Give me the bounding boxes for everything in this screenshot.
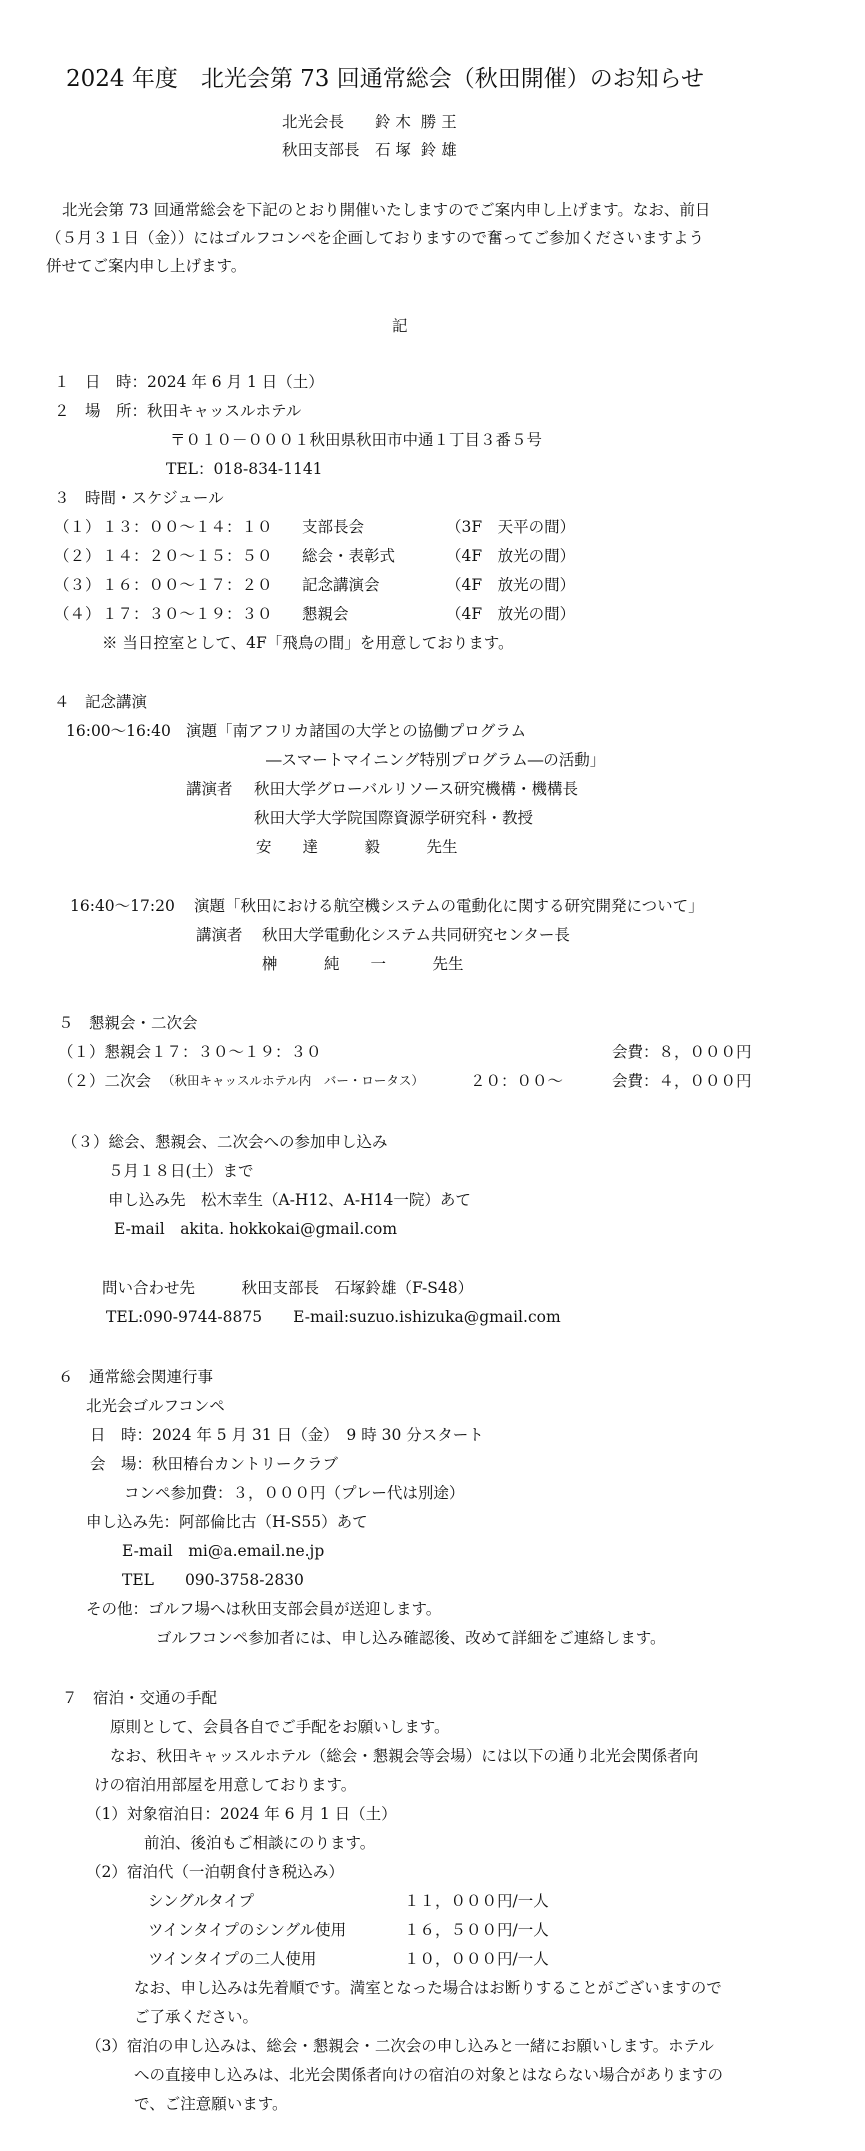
- lodging-item-2-note-2: ご了承ください。: [134, 2008, 259, 2026]
- section2-address: 〒０１０－０００１秋田県秋田市中通１丁目３番５号: [170, 431, 543, 449]
- schedule-time: １６：００～１７：２０: [102, 576, 273, 594]
- golf-apply: 申し込み先：阿部倫比古（H-S55）あて: [86, 1513, 368, 1531]
- golf-venue: 会 場：秋田椿台カントリークラブ: [90, 1455, 339, 1473]
- afterparty-label: （２）二次会: [58, 1072, 152, 1090]
- section7-heading: ７ 宿泊・交通の手配: [62, 1689, 218, 1707]
- signer-branch-head: 秋田支部長 石 塚 鈴 雄: [282, 141, 457, 159]
- room-type: ツインタイプの二人使用: [148, 1950, 317, 1968]
- afterparty-fee: 会費：４，０００円: [612, 1072, 752, 1090]
- signer-president: 北光会長 鈴 木 勝 王: [282, 113, 457, 131]
- schedule-event: 記念講演会: [302, 576, 380, 594]
- golf-fee: コンペ参加費：３，０００円（プレー代は別途）: [124, 1484, 465, 1502]
- section4-heading: ４ 記念講演: [54, 693, 148, 711]
- lecture1-subtitle: ―スマートマイニング特別プログラム―の活動」: [266, 751, 606, 769]
- lecture1-time: 16:00～16:40: [66, 722, 171, 740]
- lecture1-title: 演題「南アフリカ諸国の大学との協働プログラム: [186, 722, 527, 740]
- golf-other-1: その他：ゴルフ場へは秋田支部会員が送迎します。: [86, 1600, 442, 1618]
- golf-email: E-mail mi@a.email.ne.jp: [122, 1542, 325, 1560]
- party-label: （１）懇親会１７：３０～１９：３０: [58, 1043, 322, 1061]
- registration-heading: （３）総会、懇親会、二次会への参加申し込み: [62, 1133, 388, 1151]
- section6-heading: ６ 通常総会関連行事: [58, 1368, 214, 1386]
- lodging-item-3-line-2: への直接申し込みは、北光会関係者向けの宿泊の対象とはならない場合がありますの: [134, 2066, 724, 2084]
- party-fee: 会費：８，０００円: [612, 1043, 752, 1061]
- lecture2-affiliation: 秋田大学電動化システム共同研究センター長: [262, 926, 570, 944]
- golf-other-2: ゴルフコンペ参加者には、申し込み確認後、改めて詳細をご連絡します。: [156, 1629, 666, 1647]
- schedule-event: 支部長会: [302, 518, 365, 536]
- schedule-event: 懇親会: [302, 605, 349, 623]
- room-price: １６，５００円/一人: [404, 1921, 549, 1939]
- intro-line-3: 併せてご案内申し上げます。: [46, 257, 247, 275]
- room-type: ツインタイプのシングル使用: [148, 1921, 347, 1939]
- lodging-item-3-line-1: （3）宿泊の申し込みは、総会・懇親会・二次会の申し込みと一緒にお願いします。ホテル: [86, 2037, 714, 2055]
- lecture1-affiliation-2: 秋田大学大学院国際資源学研究科・教授: [254, 809, 534, 827]
- lecture2-speaker-label: 講演者: [196, 926, 243, 944]
- golf-title: 北光会ゴルフコンペ: [86, 1397, 225, 1415]
- lodging-principle: 原則として、会員各自でご手配をお願いします。: [110, 1718, 450, 1736]
- lodging-item-3-line-3: で、ご注意願います。: [134, 2095, 288, 2113]
- lodging-item-1: （1）対象宿泊日：2024 年 6 月 1 日（土）: [86, 1805, 397, 1823]
- section1-datetime: １ 日 時：2024 年 6 月 1 日（土）: [54, 373, 324, 391]
- lodging-item-1-note: 前泊、後泊もご相談にのります。: [144, 1834, 376, 1852]
- ki-marker: 記: [392, 317, 408, 335]
- schedule-room: （4F 放光の間）: [446, 605, 576, 623]
- lecture1-speaker-label: 講演者: [186, 780, 233, 798]
- section2-tel: TEL：018-834-1141: [166, 460, 323, 478]
- registration-email: E-mail akita. hokkokai@gmail.com: [114, 1220, 398, 1238]
- page-title: 2024 年度 北光会第 73 回通常総会（秋田開催）のお知らせ: [66, 66, 705, 92]
- intro-line-2: （５月３１日（金））にはゴルフコンペを企画しておりますので奮ってご参加くださいますよう: [46, 229, 704, 247]
- section2-venue: ２ 場 所：秋田キャッスルホテル: [54, 402, 302, 420]
- schedule-room: （4F 放光の間）: [446, 576, 576, 594]
- lecture1-speaker-name: 安 達 毅 先生: [256, 838, 458, 856]
- registration-to: 申し込み先 松木幸生（A-H12、A-H14一院）あて: [108, 1191, 471, 1209]
- schedule-no: （２）: [54, 547, 101, 565]
- room-price: １１，０００円/一人: [404, 1892, 549, 1910]
- schedule-event: 総会・表彰式: [302, 547, 396, 565]
- lecture2-time: 16:40～17:20: [70, 897, 175, 915]
- schedule-room: （3F 天平の間）: [446, 518, 576, 536]
- room-price: １０，０００円/一人: [404, 1950, 549, 1968]
- afterparty-location: （秋田キャッスルホテル内 バー・ロータス）: [162, 1073, 424, 1088]
- registration-deadline: ５月１８日(土）まで: [108, 1162, 254, 1180]
- lodging-note-2: けの宿泊用部屋を用意しております。: [94, 1776, 357, 1794]
- schedule-room: （4F 放光の間）: [446, 547, 576, 565]
- section3-heading: ３ 時間・スケジュール: [54, 489, 224, 507]
- golf-tel: TEL 090-3758-2830: [122, 1571, 304, 1589]
- lecture1-affiliation-1: 秋田大学グローバルリソース研究機構・機構長: [254, 780, 578, 798]
- schedule-time: １７：３０～１９：３０: [102, 605, 273, 623]
- schedule-no: （１）: [54, 518, 101, 536]
- room-type: シングルタイプ: [148, 1892, 254, 1910]
- schedule-no: （４）: [54, 605, 101, 623]
- lodging-note-1: なお、秋田キャッスルホテル（総会・懇親会等会場）には以下の通り北光会関係者向: [110, 1747, 699, 1765]
- golf-date: 日 時：2024 年 5 月 31 日（金） 9 時 30 分スタート: [90, 1426, 484, 1444]
- schedule-time: １３：００～１４：１０: [102, 518, 273, 536]
- inquiry-contact-person: 問い合わせ先 秋田支部長 石塚鈴雄（F-S48）: [102, 1279, 474, 1297]
- schedule-time: １４：２０～１５：５０: [102, 547, 273, 565]
- schedule-note: ※ 当日控室として、4F「飛鳥の間」を用意しております。: [102, 634, 514, 652]
- afterparty-time: ２０：００～: [470, 1072, 564, 1090]
- lecture2-title: 演題「秋田における航空機システムの電動化に関する研究開発について」: [194, 897, 704, 915]
- lodging-item-2-note-1: なお、申し込みは先着順です。満室となった場合はお断りすることがございますので: [134, 1979, 722, 1997]
- lecture2-speaker-name: 榊 純 一 先生: [262, 955, 464, 973]
- section5-heading: ５ 懇親会・二次会: [58, 1014, 198, 1032]
- intro-line-1: 北光会第 73 回通常総会を下記のとおり開催いたしますのでご案内申し上げます。なお、前日: [62, 201, 711, 219]
- schedule-no: （３）: [54, 576, 101, 594]
- inquiry-contact-details: TEL:090-9744-8875 E-mail:suzuo.ishizuka@gmail.com: [106, 1308, 561, 1326]
- lodging-item-2: （2）宿泊代（一泊朝食付き税込み）: [86, 1863, 344, 1881]
